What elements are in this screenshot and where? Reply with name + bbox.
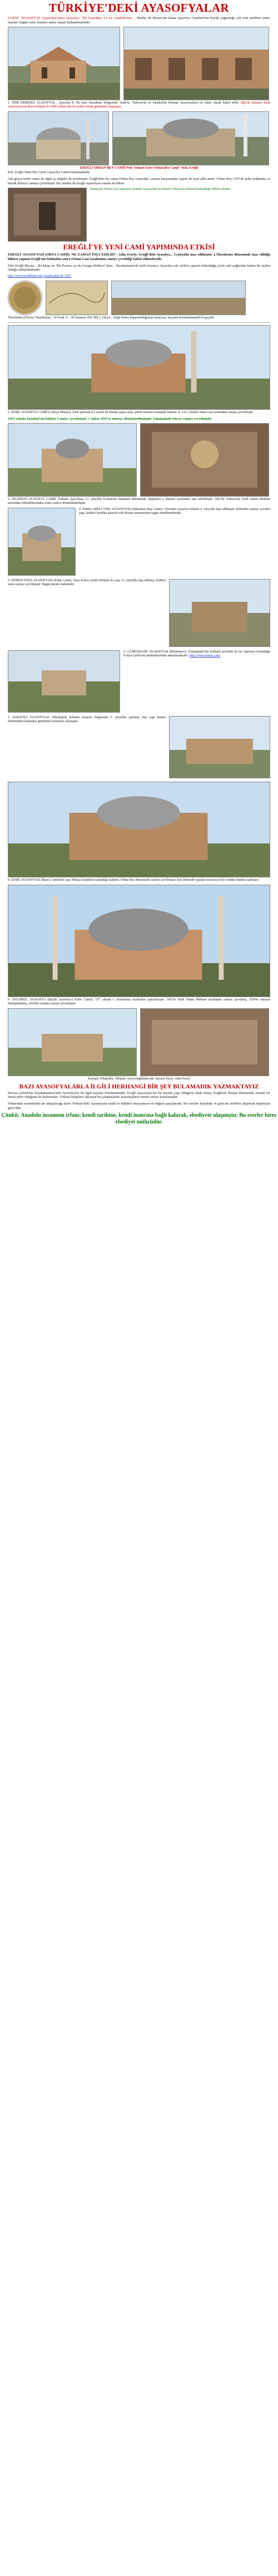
- photo-trabzon-interior: [140, 423, 269, 497]
- photo-iznik-ayasofya: [8, 325, 270, 410]
- section1-caption: 1- İSMİ ERDEMLİ AYASOFYAS... Ayasofya 8. Bu ismi Karadeniz bölgesinde; İznik'te, Trabzon'da ve İstanbul'da bulunan Ayasofyaların en eskisi olarak kabul edilir. Eğri'de bulunan İznik Ayasofyası'nın ikinci bölümü de 1000 yıldan eski bir mabet olarak günümüze ulaşmıştır.: [8, 101, 271, 109]
- intro-paragraph: İ.GENE AYASOFYAS (AyasofyaCami) Ayasofya... Bir kaynakta; 1'ü ise Anadolu'nun ... Bunlar ile Bizans'tan kalan Ayasofya Camileri'nin büyük çoğunluğu çok eski tarihlere aittir; bazıları bugün cami, bazıları müze olarak kullanılmaktadır.: [8, 16, 270, 24]
- photo-interior: [8, 188, 87, 242]
- iznik-caption: 2- İZNİK AYASOFYA CAMİİ (Camiye Müzesi): İznik şehrinin 4-5 asırlık bir Bizans yapıtı olup, şehrin merkezi kısmında bulunur ve 1331 yılında Orhan Gazi tarafından camiye çevrilmiştir.: [8, 410, 254, 414]
- ereğli-sub-caption: Kdz. Ereğli Orhan Bey Camii (Ayasofya Camii) bulunmaktadır.: [8, 171, 91, 175]
- photo-ereğli-church-wall: [123, 27, 269, 100]
- page-title: TÜRKİYE'DEKİ AYASOFYALAR: [48, 1, 230, 14]
- photo-sarayici: [169, 716, 270, 778]
- source-note: Kaynak: Wikipedia, Vikipedi, www.ereglihaber.net, Semavi Eyice, John Freely: [88, 1077, 190, 1081]
- bottom-photo-row: [0, 1008, 278, 1076]
- photo-orhan-bey-mosque: [8, 111, 109, 165]
- ereğli-caption: EREĞLİ ORHAN BEY CAMİİ Prof. Semavi Eyice Orhan Bey Camii - Kdz. Ereğli: [80, 166, 198, 170]
- photo-row-2: [0, 111, 278, 165]
- photo-enez-ayasofya: [169, 579, 270, 647]
- trabzon-row: [0, 423, 278, 497]
- bottom-paragraph-2: Yukarıdaki resimlerden de anlaşılacağı üzere Türkiye'deki Ayasofyalar tarihî ve kültürel mirasımızın en değerli parçalarıdır. Bu eserleri korumak ve gelecek nesillere aktarmak hepimizin görevidir.: [8, 1101, 270, 1110]
- kirklareli-row: [0, 508, 278, 576]
- mid-link-line: [0, 274, 278, 278]
- sarayici-text: 7- SARAYİÇİ AYASOFYASI: Tekirdağ'da bulunan Sarayiçi bölgesinde 6. yüzyılda yapılmış olan yapı Bizans döneminden kalmadır; günümüze kalıntıları ulaşmıştır.: [8, 715, 166, 723]
- photo-row-3-text: Sanatçılar Orhan Gazi yapısıyla uyumlu, karşısında ise Hazreti Yahya'nın kabrinin bulunduğu bilinen alanda...: [90, 188, 232, 192]
- trabzon-caption: 3- TRABZON AYASOFYA CAMİİ: Trabzon Ayasofyası 13. yüzyılda Komnenos hanedanı döneminde, İmparator I. Manuel tarafından inşa ettirilmiştir. 1461'de Trabzon'un Fatih Sultan Mehmet tarafından fethedilmesinden sonra camiye dönüştürülmüştür.: [8, 497, 270, 505]
- sarayici-row: [0, 716, 278, 778]
- bottom-paragraph: Hacıya Çelebi'nin Seyahatnamesi'nde Ayasofya'lar ile ilgili kayıtlar bulunmaktadır. Ereğli Ayasofyası'nın bu önemli yapı olduğunu ifade etmiş; Ereğli'nin Bizans döneminde önemli bir liman şehri olduğunu da belirtmiştir. Yüksek belgelere dayanan bu çalışmalarda Ayasofyaların önemi ortaya konulmuştur.: [8, 1091, 270, 1100]
- ereğli-haber-link[interactable]: http://www.ereglihaber.net/yazarlar.php?id=1803: [8, 274, 71, 278]
- istanbul-row: [0, 885, 278, 997]
- photo-row-1: [0, 27, 278, 100]
- gumushane-text: 6- GÜMÜŞHANE AYASOFYASI (Bilinmiyor): 'Gümüşhane'nin Kalkanlı köyünde de bir Ayasofya bulunduğu Evliya Çelebi'nin anlatımlarından anlaşılmaktadır.' http://www.damos.com/: [123, 650, 270, 658]
- gumushane-row: [0, 650, 278, 713]
- theodosius-map: [46, 281, 108, 315]
- theodosius-coin-image: [8, 281, 42, 315]
- section-heading-mid: EREĞLİ'YE YENİ CAMİ YAPIMINDA ETKİSİ: [63, 243, 215, 252]
- photo-bottom-right: [140, 1008, 269, 1076]
- photo-gumushane: [8, 650, 120, 713]
- ereğli-paragraph: Adı geçen tarihi camii ile ilgili şu bilgiler de verilmiştir: Ereğli'deki bu camii Orhan Bey camisidir, camiin karşısındaki çeşme de aynı adla anılır. Orhan Bey 1337'de şehri fethetmiş ve büyük kiliseyi camiye çevirmiştir. Bu yüzden de Ereğli Ayasofyası olarak da bilinir.: [8, 177, 270, 185]
- photo-row-3: [0, 188, 278, 242]
- enez-text: 5- EDİRNE ENEZ AYASOFYASI (Fatih Camii): Enez Kalesi içinde bulunan bu yapı 12. yüzyılda inşa edilmiş; fetihten sonra camiye çevrilmiştir. Bugün harabe halindedir.: [8, 578, 166, 586]
- photo-vize-ayasofya: [8, 508, 76, 576]
- separator-1: [8, 322, 270, 323]
- mid-paragraph: EREĞLİ AYASOFYASI (ORTA CAMİİ) 'NE ZAMAN İNŞA EDİLDİ?'. John Freely: Ereğli'deki Ayasofya... 5.yüzyılda inşa edilmiştir. 2.Theodosius döneminde inşa edildiği bilinen yapının Ereğli'nin fethinden sonra Orhan Gazi tarafından camiye çevrildiği kabul edilmektedir.: [8, 253, 270, 261]
- photo-ereğli-church-exterior: [8, 27, 120, 100]
- photo-bottom-left: [8, 1008, 137, 1076]
- kirklareli-text: 4- KIRKLARELİ VİZE AYASOFYASI (Süleyman Paşa Camii): Vize'deki Ayasofya kilisesi 6. yüzyılda inşa edilmiştir. Kiliseden camiye çevrilen yapı, kubbeli bazilika planıyla eski Bizans mimarisinin özgün örneklerindendir.: [79, 507, 270, 515]
- theodosius-wall-photo: [111, 281, 246, 315]
- enez-row: [0, 579, 278, 647]
- mid-paragraph-2: Eski Ereğli Bizans... Bu kitap ise 'Bir Pazarcı ya da Gezgin Rehberi' iken... Seyahatname'de tarih boyunca Ayasofya adı verilen yapının bulunduğu yerin eski çağlardan kalma bir mabet olduğu anlaşılmaktadır.: [8, 263, 270, 272]
- istanbul-caption: 9- İSTANBUL AYASOFYA (Büyük Ayasofya-i Kebir Camii): 537 yılında I. Justinianus tarafından yaptırılmıştır. 1453'te Fatih Sultan Mehmet tarafından camiye çevrilmiş, 1934'te müzeye dönüştürülmüş, 2020'de yeniden camiye çevrilmiştir.: [8, 998, 270, 1005]
- photo-iznik-ayasofya-2: [8, 782, 270, 877]
- iznik-quote: 1453 yılında İstanbul'un fethiyle Camiye çevrilmiştir. 1 Şubat 1935'te müzeye dönüştürülmüştür. Günümüzde tekrar camiye çevrilmiştir.: [8, 416, 212, 421]
- iznik2-row: [0, 782, 278, 877]
- theodosius-row: [0, 281, 278, 315]
- bottom-heading: BAZI AYASOFYALARLA İLGİLİ HERHANGİ BİR ŞEY BULAMADIK YAZMAKTAYIZ: [19, 1083, 259, 1090]
- photo-istanbul-ayasofya: [8, 885, 270, 997]
- final-line: Çünkü: Anadolu insanının irfanı; kendi tarihine, kendi inancına bağlı kalarak, ebediyete ulaşmıştır. Bu eserler birer ebediyet mührüdür.: [1, 1112, 277, 1126]
- theodosius-caption: Theodosius (Flavius Theodosius) - 10 Ocak 11 - 28 Temmuz 450; MS 2. yüzyıl... Doğu Roma İmparatorluğu'nun kurucusu, hayatını Konstantinopolis'te geçirdi.: [8, 316, 215, 320]
- iznik-row: [0, 325, 278, 410]
- damos-link[interactable]: http://www.damos.com/: [189, 654, 221, 658]
- photo-orhan-bey-mosque-2: [112, 111, 269, 165]
- iznik2-caption: 8- İZNİK AYASOFYASI (İkinci): İznik'teki yapı Nikaia konsilinin toplandığı mabettir. Orhan Bey döneminde camiye çevrilmiştir. Son dönemde yapılan restorasyon ile yeniden ibadete açılmıştır.: [8, 878, 260, 882]
- photo-trabzon-ayasofya: [8, 423, 137, 497]
